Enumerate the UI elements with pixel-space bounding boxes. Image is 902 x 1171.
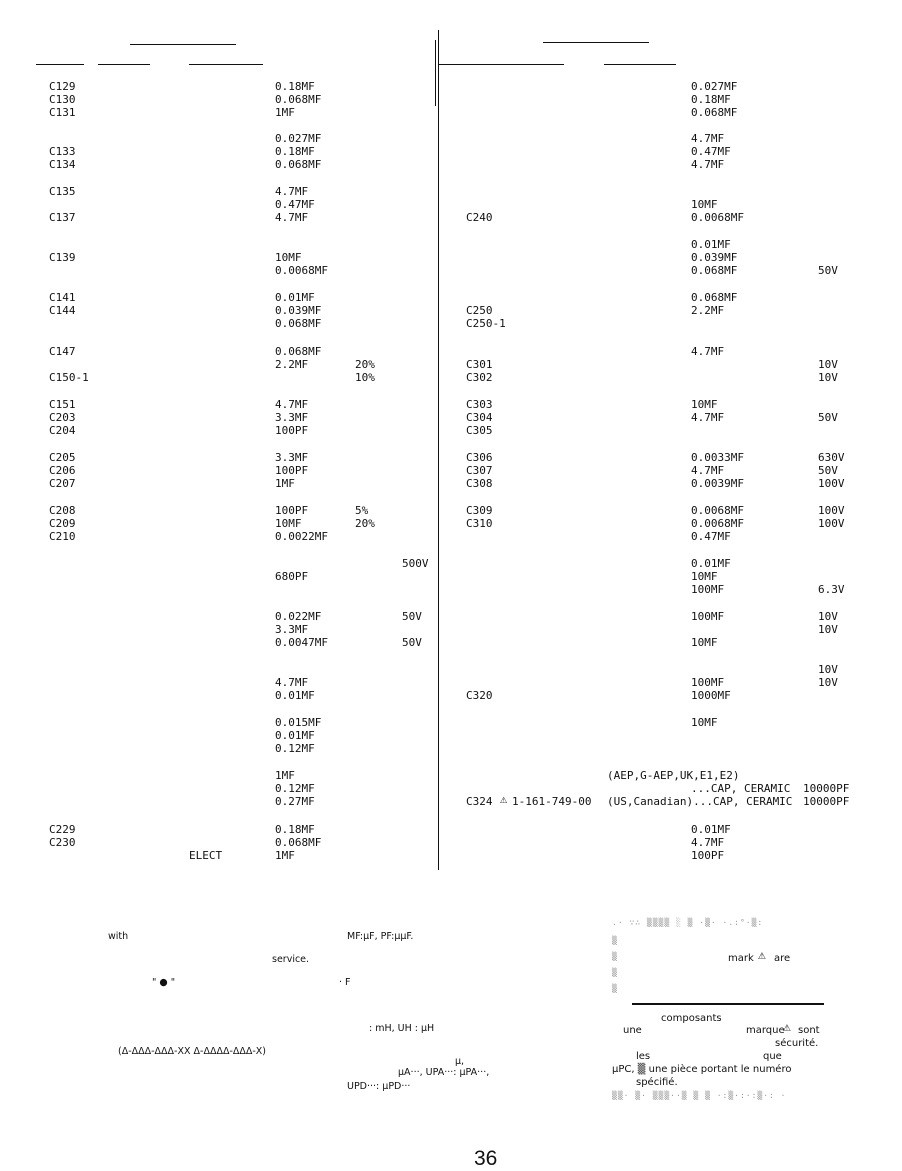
value: 10MF (275, 251, 302, 264)
value: 100MF (691, 610, 725, 623)
value: 0.0068MF (691, 517, 744, 530)
value: 0.068MF (275, 345, 322, 358)
c324-region-2: (US,Canadian)...CAP, CERAMIC (607, 795, 793, 808)
value: 1MF (275, 769, 295, 782)
note-ua: μA···, UPA···: μPA···, (398, 1067, 490, 1078)
value: 4.7MF (275, 676, 309, 689)
right-header-rule-3 (604, 64, 676, 65)
value: 1MF (275, 106, 295, 119)
value: 4.7MF (691, 464, 725, 477)
tolerance: 20% (355, 517, 375, 530)
value: 10MF (691, 636, 718, 649)
value: 0.0047MF (275, 636, 328, 649)
ref-c229: C229 (49, 823, 76, 836)
value: 1MF (275, 849, 295, 862)
value: 0.068MF (691, 291, 738, 304)
value: 0.039MF (275, 304, 322, 317)
left-header-rule-3 (98, 64, 150, 65)
value: 100PF (691, 849, 725, 862)
value: 0.01MF (275, 729, 315, 742)
tolerance: 5% (355, 504, 369, 517)
ref-c230: C230 (49, 836, 76, 849)
ref-c137: C137 (49, 211, 76, 224)
safety-triangle-icon: ⚠ (783, 1020, 791, 1035)
value: 2.2MF (275, 358, 309, 371)
value: 0.27MF (275, 795, 315, 808)
ref-c131: C131 (49, 106, 76, 119)
value: 100PF (275, 424, 309, 437)
note-with: with (108, 931, 129, 942)
value: 0.022MF (275, 610, 322, 623)
noise-top: .· ∵∴ ▒▒▒▒ ░ ▒ ·▒· ·.:°·▒: (612, 918, 764, 927)
noise-left-1: ▒ (612, 936, 618, 945)
warn-securite: sécurité. (775, 1038, 819, 1049)
ref-c144: C144 (49, 304, 76, 317)
warn-composants: composants (661, 1013, 722, 1024)
ref-c240: C240 (466, 211, 493, 224)
value: 0.0033MF (691, 451, 744, 464)
ref-c151: C151 (49, 398, 76, 411)
noise-left-4: ▒ (612, 984, 618, 993)
warn-mark: mark (728, 953, 754, 964)
ref-c135: C135 (49, 185, 76, 198)
ref-c141: C141 (49, 291, 76, 304)
value: 4.7MF (691, 345, 725, 358)
voltage: 500V (402, 557, 429, 570)
voltage: 10V (818, 676, 838, 689)
left-header-rule-2 (36, 64, 84, 65)
safety-triangle-icon: ⚠ (758, 948, 766, 963)
value: 10MF (691, 198, 718, 211)
ref-c130: C130 (49, 93, 76, 106)
ref-c129: C129 (49, 80, 76, 93)
voltage: 50V (818, 264, 838, 277)
value: 680PF (275, 570, 309, 583)
voltage: 10V (818, 663, 838, 676)
ref-c309: C309 (466, 504, 493, 517)
tolerance: 20% (355, 358, 375, 371)
value: 4.7MF (691, 836, 725, 849)
c324-ref: C324 (466, 795, 493, 808)
ref-c207: C207 (49, 477, 76, 490)
value: 0.18MF (275, 80, 315, 93)
ref-c301: C301 (466, 358, 493, 371)
left-header-rule-1 (130, 44, 236, 45)
ref-c205: C205 (49, 451, 76, 464)
value: 0.068MF (691, 264, 738, 277)
voltage: 100V (818, 504, 845, 517)
value: 0.18MF (691, 93, 731, 106)
ref-c307: C307 (466, 464, 493, 477)
value: 0.068MF (275, 158, 322, 171)
ref-c139: C139 (49, 251, 76, 264)
voltage: 630V (818, 451, 845, 464)
voltage: 10V (818, 610, 838, 623)
value: 0.0068MF (691, 211, 744, 224)
noise-bottom: ▒▒· ▒· ▒▒▒··▒ ▒ ▒ ·:▒·:·:▒·: · (612, 1091, 787, 1100)
voltage: 50V (818, 464, 838, 477)
ref-c209: C209 (49, 517, 76, 530)
note-units-mh: : mH, UH : μH (369, 1023, 435, 1034)
safety-triangle-icon: ⚠ (500, 792, 508, 806)
note-service: service. (272, 954, 310, 965)
ref-c302: C302 (466, 371, 493, 384)
voltage: 10V (818, 371, 838, 384)
noise-left-3: ▒ (612, 968, 618, 977)
value: 100PF (275, 504, 309, 517)
value: 4.7MF (691, 158, 725, 171)
value: 0.068MF (275, 93, 322, 106)
value: 1MF (275, 477, 295, 490)
note-f: · F (339, 977, 351, 988)
value: 4.7MF (275, 398, 309, 411)
value: 0.01MF (691, 823, 731, 836)
value: 0.01MF (691, 557, 731, 570)
value: 4.7MF (275, 211, 309, 224)
value: 100MF (691, 583, 725, 596)
ref-c304: C304 (466, 411, 493, 424)
voltage: 10V (818, 358, 838, 371)
c324-value-1: 10000PF (803, 782, 850, 795)
column-divider-short (435, 40, 436, 106)
safety-warning-box (612, 918, 834, 1016)
warn-specifie: spécifié. (636, 1077, 678, 1088)
note-mu: μ, (455, 1056, 465, 1067)
ref-c308: C308 (466, 477, 493, 490)
voltage: 6.3V (818, 583, 845, 596)
value: 0.027MF (691, 80, 738, 93)
value: 10MF (275, 517, 302, 530)
value: 0.0068MF (275, 264, 328, 277)
warning-divider (632, 1003, 824, 1005)
ref-c206: C206 (49, 464, 76, 477)
value: 0.0068MF (691, 504, 744, 517)
note-part-numbers: (Δ-ΔΔΔ-ΔΔΔ-XX Δ-ΔΔΔΔ-ΔΔΔ-X) (118, 1046, 267, 1057)
elect-label: ELECT (189, 849, 223, 862)
ref-c210: C210 (49, 530, 76, 543)
voltage: 50V (402, 610, 422, 623)
value: 0.18MF (275, 145, 315, 158)
warn-sont: sont (798, 1025, 820, 1036)
value: 0.01MF (275, 689, 315, 702)
c324-part-number: 1-161-749-00 (512, 795, 592, 808)
value: 0.47MF (691, 530, 731, 543)
ref-c134: C134 (49, 158, 76, 171)
value: 0.015MF (275, 716, 322, 729)
warn-une: une (623, 1025, 642, 1036)
noise-left-2: ▒ (612, 952, 618, 961)
ref-c203: C203 (49, 411, 76, 424)
ref-c250: C250 (466, 304, 493, 317)
value: 3.3MF (275, 623, 309, 636)
note-dot-symbol: " ● " (152, 977, 176, 988)
ref-c250-1: C250-1 (466, 317, 506, 330)
value: 4.7MF (691, 411, 725, 424)
c324-region-1: (AEP,G-AEP,UK,E1,E2) (607, 769, 740, 782)
value: 1000MF (691, 689, 731, 702)
voltage: 100V (818, 477, 845, 490)
right-header-rule-1 (543, 42, 649, 43)
value: 3.3MF (275, 451, 309, 464)
ref-c305: C305 (466, 424, 493, 437)
ref-c320: C320 (466, 689, 493, 702)
right-header-rule-2 (438, 64, 564, 65)
ref-c133: C133 (49, 145, 76, 158)
value: 0.12MF (275, 742, 315, 755)
value: 100PF (275, 464, 309, 477)
value: 0.027MF (275, 132, 322, 145)
tolerance: 10% (355, 371, 375, 384)
ref-c303: C303 (466, 398, 493, 411)
value: 0.068MF (275, 836, 322, 849)
value: 3.3MF (275, 411, 309, 424)
c324-desc-1: ...CAP, CERAMIC (691, 782, 791, 795)
value: 0.18MF (275, 823, 315, 836)
note-upd: UPD···: μPD··· (347, 1081, 411, 1092)
value: 10MF (691, 716, 718, 729)
value: 0.47MF (275, 198, 315, 211)
ref-c150-1: C150-1 (49, 371, 89, 384)
voltage: 50V (402, 636, 422, 649)
ref-c208: C208 (49, 504, 76, 517)
value: 0.12MF (275, 782, 315, 795)
left-header-rule-4 (189, 64, 263, 65)
value: 4.7MF (275, 185, 309, 198)
value: 0.01MF (275, 291, 315, 304)
c324-value-2: 10000PF (803, 795, 850, 808)
warn-que: que (763, 1051, 782, 1062)
page-number: 36 (474, 1147, 498, 1170)
ref-c204: C204 (49, 424, 76, 437)
value: 10MF (691, 570, 718, 583)
ref-c147: C147 (49, 345, 76, 358)
value: 0.47MF (691, 145, 731, 158)
value: 100MF (691, 676, 725, 689)
value: 0.0022MF (275, 530, 328, 543)
voltage: 50V (818, 411, 838, 424)
value: 0.0039MF (691, 477, 744, 490)
voltage: 100V (818, 517, 845, 530)
value: 0.068MF (691, 106, 738, 119)
value: 2.2MF (691, 304, 725, 317)
value: 4.7MF (691, 132, 725, 145)
warn-are: are (774, 953, 791, 964)
warn-piece: μPC, ▒ une pièce portant le numéro (612, 1064, 792, 1075)
note-units-mf: MF:μF, PF:μμF. (347, 931, 414, 942)
value: 0.039MF (691, 251, 738, 264)
value: 0.01MF (691, 238, 731, 251)
column-divider (438, 30, 439, 870)
warn-les: les (636, 1051, 651, 1062)
voltage: 10V (818, 623, 838, 636)
ref-c306: C306 (466, 451, 493, 464)
value: 0.068MF (275, 317, 322, 330)
warn-marque: marque (746, 1025, 785, 1036)
value: 10MF (691, 398, 718, 411)
ref-c310: C310 (466, 517, 493, 530)
